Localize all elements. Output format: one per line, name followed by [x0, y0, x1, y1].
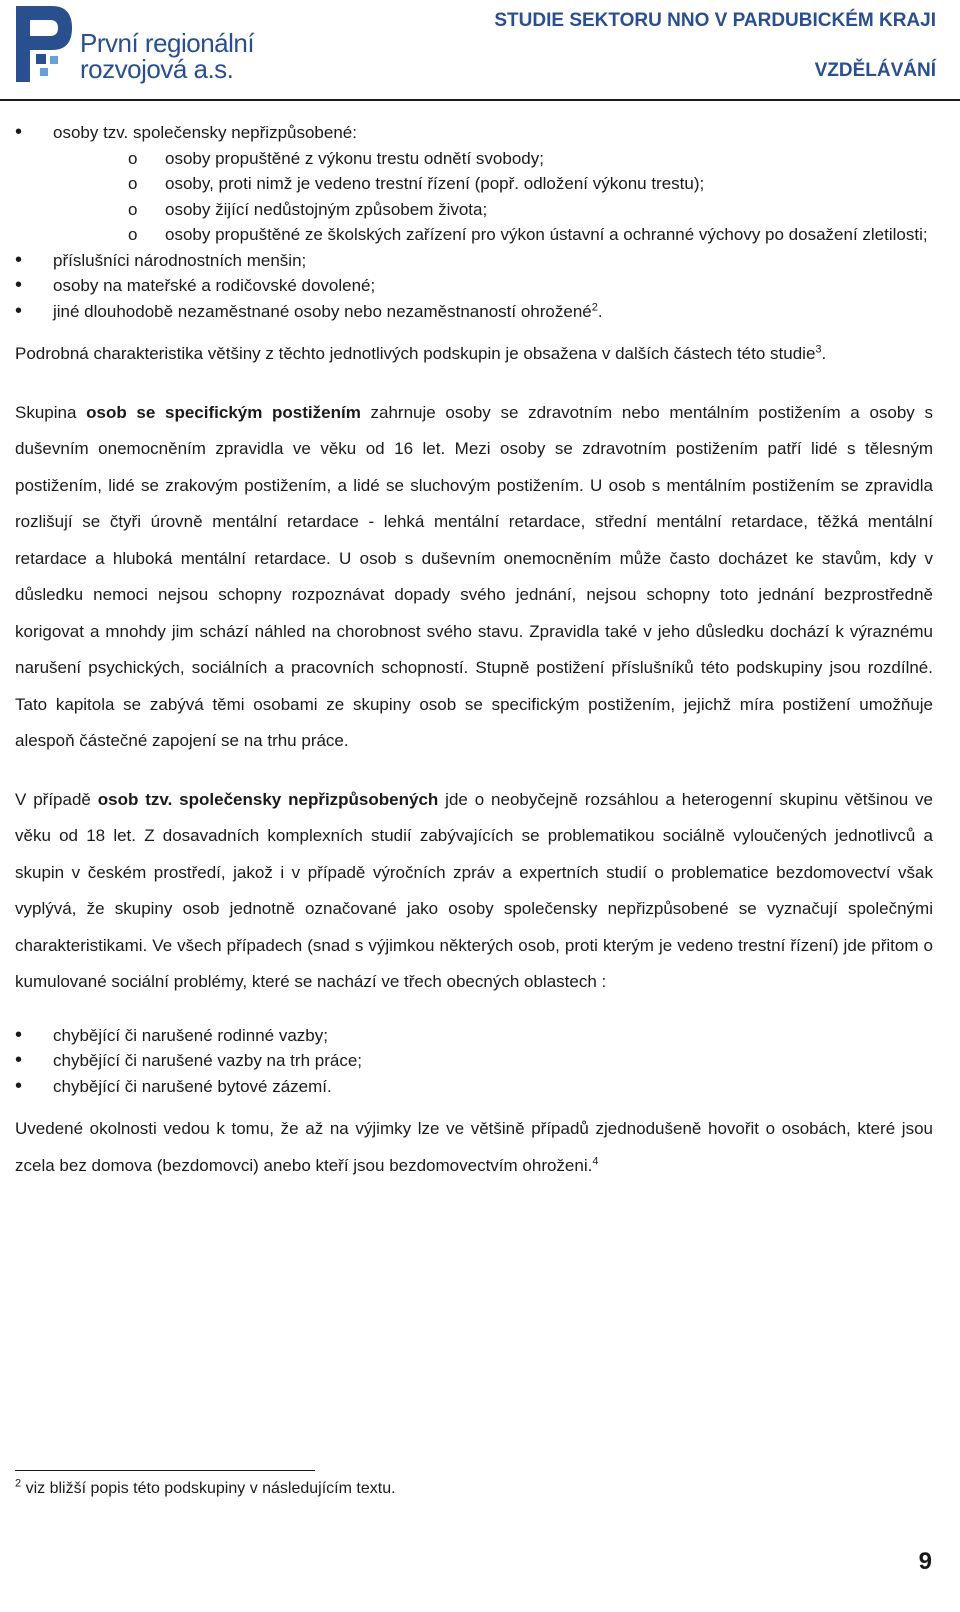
list-item: • chybějící či narušené bytové zázemí.	[15, 1074, 933, 1100]
section-title: VZDĚLÁVÁNÍ	[814, 60, 936, 81]
sub-list	[53, 146, 933, 248]
list-item: • osoby tzv. společensky nepřizpůsobené: o osoby propuštěné z výkonu trestu odnětí svobody; o osoby, proti nimž je vedeno trestní řízení (popř. odložení výkonu trestu); o osoby žijící nedůstojným způsobem života; o osoby propuštěné ze školských zařízení pro výkon ústavní a ochranné výchovy po dosažení zletilosti;	[15, 120, 933, 248]
paragraph: Uvedené okolnosti vedou k tomu, že až na výjimky lze ve většině případů zjednodušeně hovořit o osobách, které jsou zcela bez domova (bezdomovci) anebo kteří jsou bezdomovectvím ohroženi.$^4$	[15, 1119, 933, 1175]
footnote-ref: 3	[815, 343, 822, 356]
problem-list	[15, 1023, 933, 1100]
document-title: STUDIE SEKTORU NNO V PARDUBICKÉM KRAJI	[494, 10, 936, 31]
logo-wordmark: První regionální rozvojová a.s.	[80, 28, 255, 84]
sub-list-item: o osoby žijící nedůstojným způsobem života;	[15, 197, 933, 223]
group-list	[15, 120, 933, 324]
logo-mark-icon	[14, 4, 74, 84]
list-item: • jiné dlouhodobě nezaměstnané osoby nebo nezaměstnaností ohrožené$^2$.	[15, 299, 933, 325]
footnote-ref: 2	[591, 300, 598, 313]
list-item: • osoby na mateřské a rodičovské dovolené;	[15, 273, 933, 299]
list-item: • chybějící či narušené rodinné vazby;	[15, 1023, 933, 1049]
footnote: $^2$ viz bližší popis této podskupiny v následujícím textu.	[15, 1477, 396, 1497]
header-divider	[0, 99, 960, 101]
page-number: 9	[918, 1548, 932, 1575]
list-item: • příslušníci národnostních menšin;	[15, 248, 933, 274]
list-item: • chybějící či narušené vazby na trh práce;	[15, 1048, 933, 1074]
paragraph: V případě osob tzv. společensky nepřizpůsobených jde o neobyčejně rozsáhlou a heterogenní skupinu většinou ve věku od 18 let. Z dosavadních komplexních studií zabývajících se problematikou sociálně vyloučených jednotlivců a skupin v českém prostředí, jakož i v případě výročních zpráv a expertních studií o problematice bezdomovectví však vyplývá, že skupiny osob jednotně označované jako osoby společensky nepřizpůsobené se vyznačují společnými charakteristikami. Ve všech případech (snad s výjimkou některých osob, proti kterým je vedeno trestní řízení) jde přitom o kumulované sociální problémy, které se nachází ve třech obecných oblastech :	[15, 789, 933, 991]
paragraph: Podrobná charakteristika většiny z těchto jednotlivých podskupin je obsažena v dalších částech této studie$^3$.	[15, 343, 827, 363]
paragraph: Skupina osob se specifickým postižením zahrnuje osoby se zdravotním nebo mentálním postižením a osoby s duševním onemocněním zpravidla ve věku od 16 let. Mezi osoby se zdravotním postižením patří lidé s tělesným postižením, lidé se zrakovým postižením, a lidé se sluchovým postižením. U osob s mentálním postižením se zpravidla rozlišují se čtyři úrovně mentální retardace - lehká mentální retardace, střední mentální retardace, těžká mentální retardace a hluboká mentální retardace. U osob s duševním onemocněním může často docházet ke stavům, kdy v důsledku nemoci nejsou schopny rozpoznávat dopady svého jednání, nejsou schopny toto jednání bezprostředně korigovat a mnohdy jim schází náhled na chorobnost svého stavu. Zpravidla také v jeho důsledku dochází k výraznému narušení psychických, sociálních a pracovních schopností. Stupně postižení příslušníků této podskupiny jsou rozdílné. Tato kapitola se zabývá těmi osobami ze skupiny osob se specifickým postižením, jejichž míra postižení umožňuje alespoň částečné zapojení se na trhu práce.	[15, 402, 933, 750]
page-header	[0, 0, 960, 102]
sub-list-item: o osoby, proti nimž je vedeno trestní řízení (popř. odložení výkonu trestu);	[15, 171, 933, 197]
footnote-ref: 4	[592, 1154, 599, 1167]
footnote-divider	[15, 1470, 315, 1471]
sub-list-item: o osoby propuštěné ze školských zařízení pro výkon ústavní a ochranné výchovy po dosažení zletilosti;	[15, 222, 933, 248]
document-body	[15, 120, 933, 1184]
company-logo	[14, 4, 304, 86]
sub-list-item: o osoby propuštěné z výkonu trestu odnětí svobody;	[15, 146, 933, 172]
